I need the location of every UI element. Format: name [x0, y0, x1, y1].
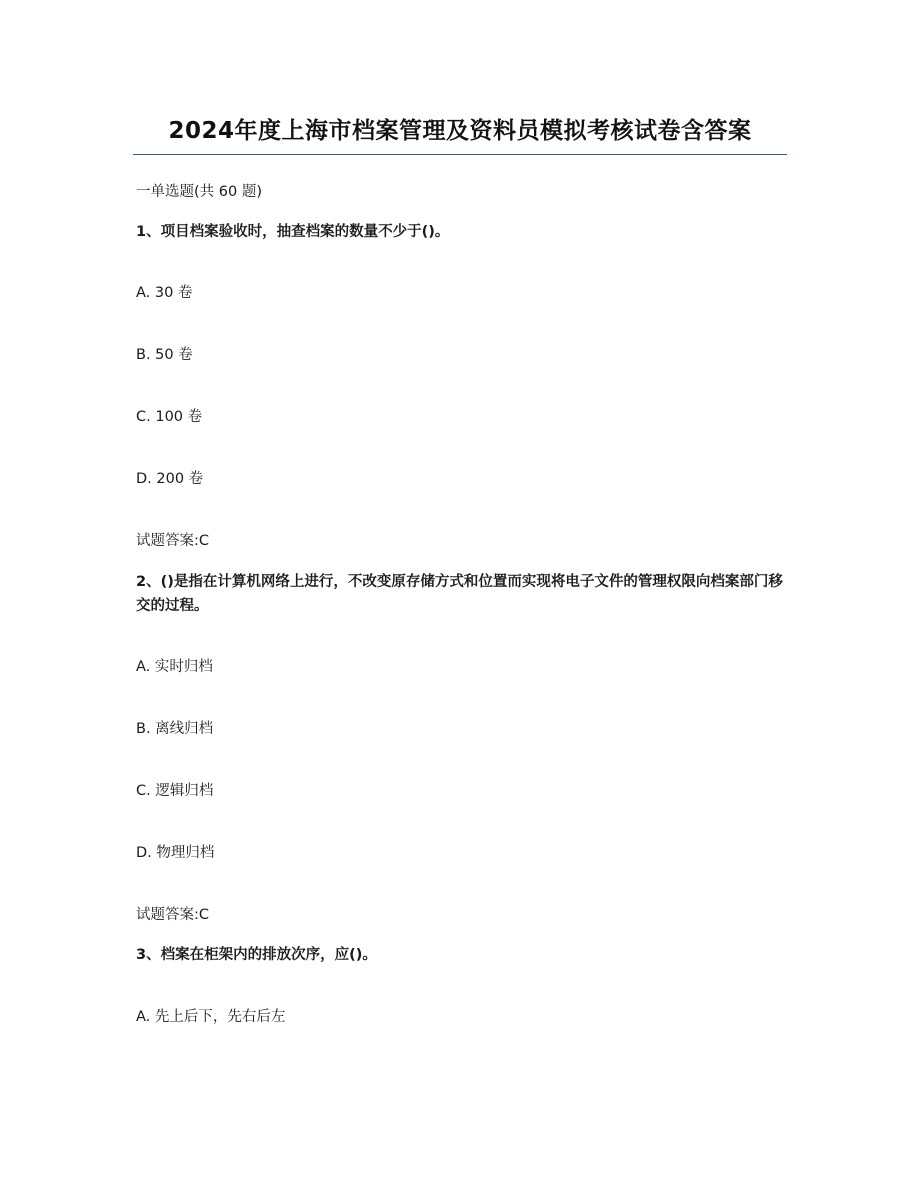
section-heading: 一单选题(共 60 题)	[136, 184, 262, 200]
document-title: 2024年度上海市档案管理及资料员模拟考核试卷含答案	[168, 118, 752, 144]
title-divider	[133, 154, 787, 155]
question-1-option-c: C. 100 卷	[136, 409, 203, 425]
question-2-stem: 2、()是指在计算机网络上进行，不改变原存储方式和位置而实现将电子文件的管理权限向档案部门移交的过程。	[136, 574, 783, 614]
question-1-option-b: B. 50 卷	[136, 347, 193, 363]
question-2-option-a: A. 实时归档	[136, 659, 213, 675]
question-2-option-c: C. 逻辑归档	[136, 783, 214, 799]
question-1-option-a: A. 30 卷	[136, 285, 193, 301]
question-3-option-a: A. 先上后下，先右后左	[136, 1009, 286, 1025]
question-2-answer: 试题答案:C	[136, 907, 210, 923]
question-3-stem: 3、档案在柜架内的排放次序，应()。	[136, 947, 377, 963]
question-1-option-d: D. 200 卷	[136, 471, 204, 487]
question-2-option-d: D. 物理归档	[136, 845, 215, 861]
question-1-stem: 1、项目档案验收时，抽查档案的数量不少于()。	[136, 224, 450, 240]
question-1-answer: 试题答案:C	[136, 533, 210, 549]
question-2-option-b: B. 离线归档	[136, 721, 214, 737]
